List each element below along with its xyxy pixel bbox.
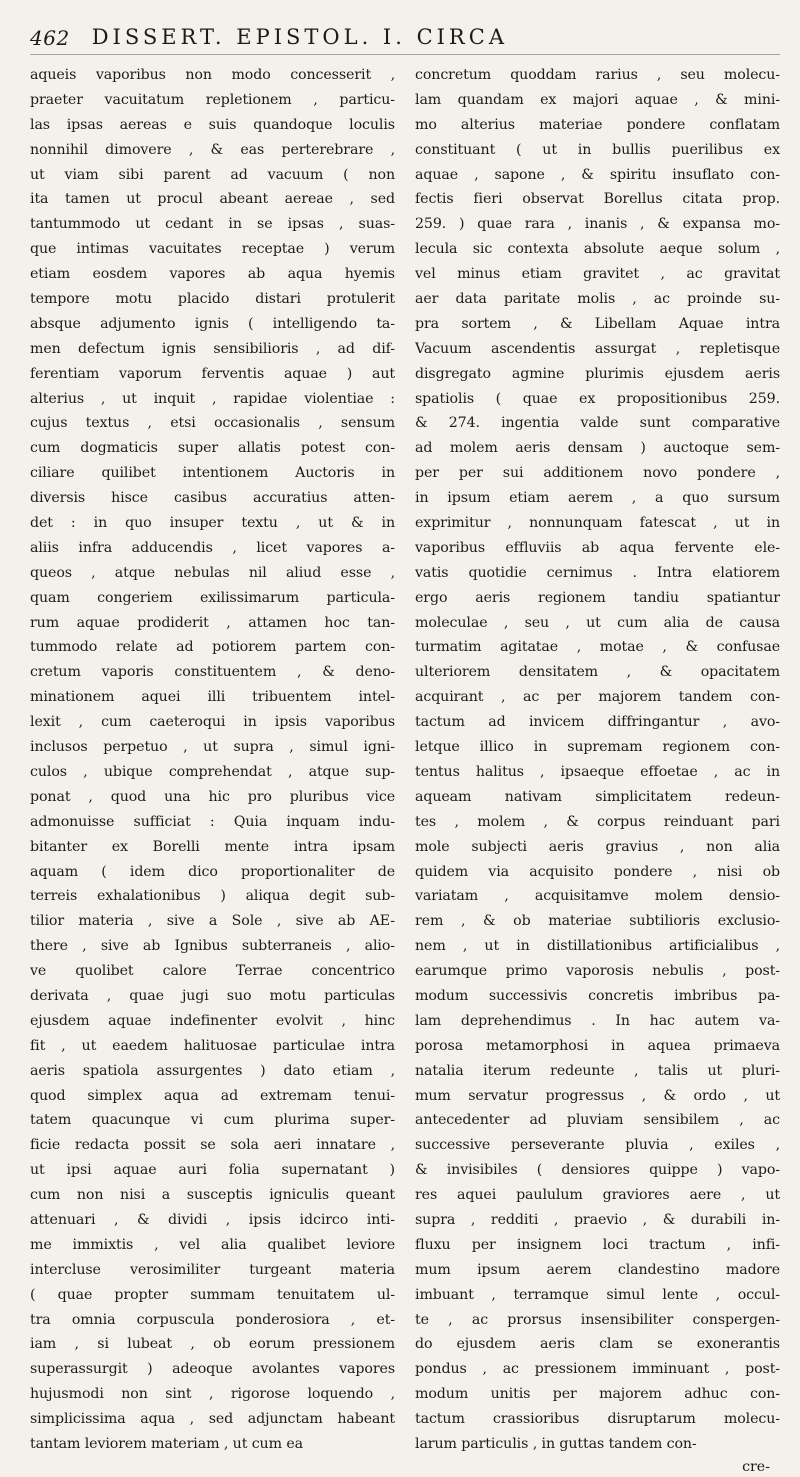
- text-line: alterius , ut inquit , rapidae violentiae :: [30, 390, 395, 407]
- text-line: mum servatur progressus , & ordo , ut: [415, 1087, 780, 1104]
- text-line: supra , redditi , praevio , & durabili in-: [415, 1211, 780, 1228]
- text-line: terreis exhalationibus ) aliqua degit sub-: [30, 888, 395, 905]
- text-line: moleculae , seu , ut cum alia de causa: [415, 614, 780, 631]
- header-rule: [30, 54, 780, 55]
- text-line: tentus halitus , ipsaeque effoetae , ac in: [415, 763, 780, 780]
- text-line: rum aquae prodiderit , attamen hoc tan-: [30, 614, 395, 631]
- text-line: lexit , cum caeteroqui in ipsis vaporibus: [30, 714, 395, 731]
- text-line: ( quae propter summam tenuitatem ul-: [30, 1286, 395, 1303]
- text-line: quidem via acquisito pondere , nisi ob: [415, 863, 780, 880]
- text-line: aquam ( idem dico proportionaliter de: [30, 863, 395, 880]
- running-title: DISSERT. EPISTOL. I. CIRCA: [91, 25, 508, 49]
- text-line: ad molem aeris densam ) auctoque sem-: [415, 440, 780, 457]
- text-line: superassurgit ) adeoque avolantes vapores: [30, 1361, 395, 1378]
- text-line: letque illico in supremam regionem con-: [415, 739, 780, 756]
- text-line: ciliare quilibet intentionem Auctoris in: [30, 465, 395, 482]
- text-line: ulteriorem densitatem , & opacitatem: [415, 664, 780, 681]
- text-line: tantam leviorem materiam , ut cum ea: [30, 1435, 304, 1452]
- text-line: vel minus etiam gravitet , ac gravitat: [415, 266, 780, 283]
- text-line: there , sive ab Ignibus subterraneis , alio-: [30, 938, 395, 955]
- text-line: turmatim agitatae , motae , & confusae: [415, 639, 780, 656]
- text-line: te , ac prorsus insensibiliter conspergen-: [415, 1311, 780, 1328]
- text-line: natalia iterum redeunte , talis ut pluri-: [415, 1062, 780, 1079]
- left-column: [30, 63, 395, 1457]
- text-line: ergo aeris regionem tandiu spatiantur: [415, 589, 780, 606]
- text-line: admonuisse sufficiat : Quia inquam indu-: [30, 813, 395, 830]
- text-line: vaporibus effluviis ab aqua fervente ele-: [415, 539, 780, 556]
- text-line: me immixtis , vel alia qualibet leviore: [30, 1236, 395, 1253]
- text-line: porosa metamorphosi in aquea primaeva: [415, 1037, 780, 1054]
- text-line: lecula sic contexta absolute aeque solum ,: [415, 241, 780, 258]
- text-line: ve quolibet calore Terrae concentrico: [30, 963, 395, 980]
- text-line: tra omnia corpuscula ponderosiora , et-: [30, 1311, 395, 1328]
- text-line: inclusos perpetuo , ut supra , simul igni-: [30, 739, 395, 756]
- text-line: aliis infra adducendis , licet vapores a-: [30, 539, 395, 556]
- page-number: 462: [30, 26, 70, 50]
- text-line: culos , ubique comprehendat , atque sup-: [30, 763, 395, 780]
- text-line: men defectum ignis sensibilioris , ad dif-: [30, 340, 395, 357]
- text-line: det : in quo insuper textu , ut & in: [30, 515, 395, 532]
- text-line: variatam , acquisitamve molem densio-: [415, 888, 780, 905]
- text-line: ficie redacta possit se sola aeri innatare ,: [30, 1137, 395, 1154]
- text-line: ut viam sibi parent ad vacuum ( non: [30, 166, 395, 183]
- text-line: spatiolis ( quae ex propositionibus 259.: [415, 390, 780, 407]
- text-line: modum successivis concretis imbribus pa-: [415, 987, 780, 1004]
- text-line: constituant ( ut in bullis puerilibus ex: [415, 141, 780, 158]
- text-line: tantummodo ut cedant in se ipsas , suas-: [30, 216, 395, 233]
- text-line: que intimas vacuitates receptae ) verum: [30, 241, 395, 258]
- text-line: attenuari , & dividi , ipsis idcirco inti-: [30, 1211, 395, 1228]
- text-line: queos , atque nebulas nil aliud esse ,: [30, 564, 395, 581]
- text-line: cujus textus , etsi occasionalis , sensum: [30, 415, 395, 432]
- text-line: vatis quotidie cernimus . Intra elatiorem: [415, 564, 780, 581]
- text-line: praeter vacuitatum repletionem , particu-: [30, 91, 395, 108]
- text-line: fluxu per insignem loci tractum , infi-: [415, 1236, 780, 1253]
- text-line: in ipsum etiam aerem , a quo sursum: [415, 490, 780, 507]
- text-line: lam quandam ex majori aquae , & mini-: [415, 91, 780, 108]
- text-line: earumque primo vaporosis nebulis , post-: [415, 963, 780, 980]
- text-line: successive perseverante pluvia , exiles ,: [415, 1137, 780, 1154]
- text-line: rem , & ob materiae subtilioris exclusio-: [415, 913, 780, 930]
- text-line: imbuant , terramque simul lente , occul-: [415, 1286, 780, 1303]
- text-line: derivata , quae jugi suo motu particulas: [30, 987, 395, 1004]
- text-line: mo alterius materiae pondere conflatam: [415, 116, 780, 133]
- text-line: concretum quoddam rarius , seu molecu-: [415, 67, 780, 83]
- text-line: etiam eosdem vapores ab aqua hyemis: [30, 266, 395, 283]
- text-line: ponat , quod una hic pro pluribus vice: [30, 788, 395, 805]
- text-line: tactum ad invicem diffringantur , avo-: [415, 714, 780, 731]
- text-line: pra sortem , & Libellam Aquae intra: [415, 315, 780, 332]
- text-line: nem , ut in distillationibus artificialibus ,: [415, 938, 780, 955]
- text-line: absque adjumento ignis ( intelligendo ta-: [30, 315, 395, 332]
- text-line: lam deprehendimus . In hac autem va-: [415, 1012, 780, 1029]
- text-line: per per sui additionem novo pondere ,: [415, 465, 780, 482]
- text-line: aquae , sapone , & spiritu insuflato con-: [415, 166, 780, 183]
- text-line: tempore motu placido distari protulerit: [30, 291, 395, 308]
- text-line: 259. ) quae rara , inanis , & expansa mo-: [415, 216, 780, 233]
- right-column: [415, 63, 780, 1457]
- text-line: iam , si lubeat , ob eorum pressionem: [30, 1336, 395, 1353]
- text-line: ita tamen ut procul abeant aereae , sed: [30, 191, 395, 208]
- text-line: mum ipsum aerem clandestino madore: [415, 1261, 780, 1278]
- text-line: intercluse verosimiliter turgeant materia: [30, 1261, 395, 1278]
- text-line: bitanter ex Borelli mente intra ipsam: [30, 838, 395, 855]
- text-line: ut ipsi aquae auri folia supernatant ): [30, 1162, 395, 1179]
- text-line: exprimitur , nonnunquam fatescat , ut in: [415, 515, 780, 532]
- text-line: larum particulis , in guttas tandem con-: [415, 1435, 697, 1452]
- text-line: quam congeriem exilissimarum particula-: [30, 589, 395, 606]
- text-line: res aquei paululum graviores aere , ut: [415, 1187, 780, 1204]
- text-columns: [30, 63, 780, 1457]
- text-line: fectis fieri observat Borellus citata prop.: [415, 191, 780, 208]
- text-line: tactum crassioribus disruptarum molecu-: [415, 1411, 780, 1428]
- text-line: nonnihil dimovere , & eas perterebrare ,: [30, 141, 395, 158]
- text-line: tummodo relate ad potiorem partem con-: [30, 639, 395, 656]
- text-line: & 274. ingentia valde sunt comparative: [415, 415, 780, 432]
- text-line: quod simplex aqua ad extremam tenui-: [30, 1087, 395, 1104]
- text-line: do ejusdem aeris clam se exonerantis: [415, 1336, 780, 1353]
- text-line: fit , ut eaedem halituosae particulae intra: [30, 1037, 395, 1054]
- text-line: mole subjecti aeris gravius , non alia: [415, 838, 780, 855]
- text-line: aeris spatiola assurgentes ) dato etiam ,: [30, 1062, 395, 1079]
- text-line: aqueis vaporibus non modo concesserit ,: [30, 67, 395, 83]
- text-line: Vacuum ascendentis assurgat , repletisque: [415, 340, 780, 357]
- text-line: hujusmodi non sint , rigorose loquendo ,: [30, 1386, 395, 1403]
- text-line: aer data paritate molis , ac proinde su-: [415, 291, 780, 308]
- running-head: [30, 14, 780, 48]
- text-line: tilior materia , sive a Sole , sive ab AE-: [30, 913, 395, 930]
- text-line: simplicissima aqua , sed adjunctam habeant: [30, 1411, 395, 1428]
- text-line: ejusdem aquae indefinenter evolvit , hinc: [30, 1012, 395, 1029]
- text-line: modum unitis per majorem adhuc con-: [415, 1386, 780, 1403]
- text-line: aqueam nativam simplicitatem redeun-: [415, 788, 780, 805]
- text-line: diversis hisce casibus accuratius atten-: [30, 490, 395, 507]
- catchword: cre-: [742, 1458, 770, 1475]
- text-line: disgregato agmine plurimis ejusdem aeris: [415, 365, 780, 382]
- text-line: cum dogmaticis super allatis potest con-: [30, 440, 395, 457]
- text-line: ferentiam vaporum ferventis aquae ) aut: [30, 365, 395, 382]
- text-line: tes , molem , & corpus reinduant pari: [415, 813, 780, 830]
- text-line: & invisibiles ( densiores quippe ) vapo-: [415, 1162, 780, 1179]
- text-line: tatem quacunque vi cum plurima super-: [30, 1112, 395, 1129]
- text-line: acquirant , ac per majorem tandem con-: [415, 689, 780, 706]
- text-line: pondus , ac pressionem imminuant , post-: [415, 1361, 780, 1378]
- text-line: las ipsas aereas e suis quandoque loculis: [30, 116, 395, 133]
- text-line: cum non nisi a susceptis igniculis queant: [30, 1187, 395, 1204]
- text-line: cretum vaporis constituentem , & deno-: [30, 664, 395, 681]
- text-line: minationem aquei illi tribuentem intel-: [30, 689, 395, 706]
- text-line: antecedenter ad pluviam sensibilem , ac: [415, 1112, 780, 1129]
